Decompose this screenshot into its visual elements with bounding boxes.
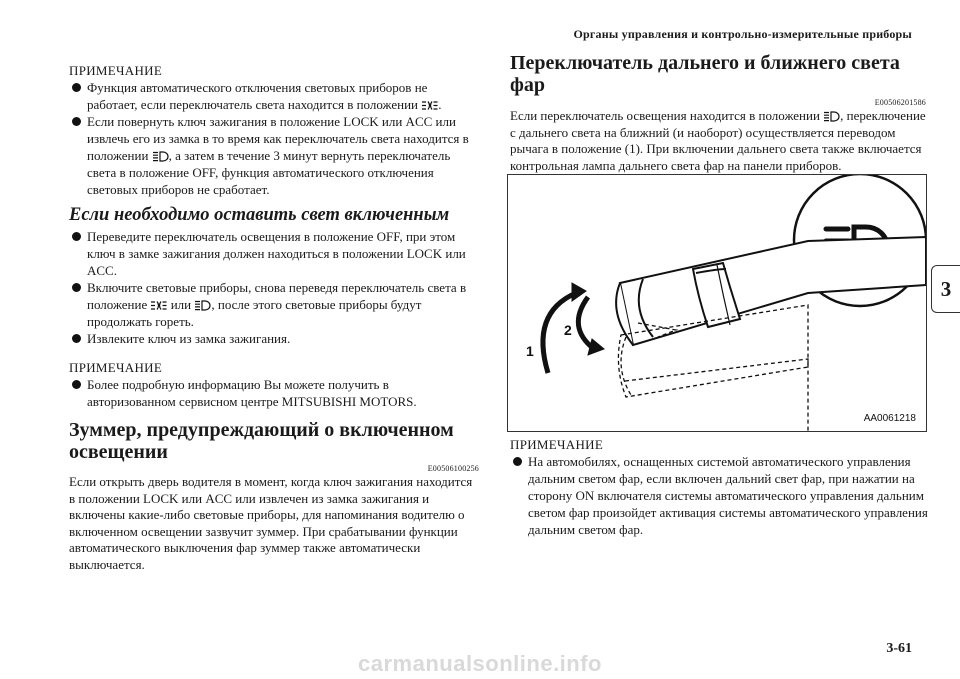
page-number: 3-61 (886, 641, 912, 656)
bullet-icon (72, 334, 81, 343)
note-label: ПРИМЕЧАНИЕ (69, 63, 163, 78)
watermark: carmanualsonline.info (358, 651, 602, 676)
list-item: Включите световые приборы, снова переведя переключатель света в положение или , после этого световые приборы будут продолжать гореть. (69, 279, 479, 330)
bullet-icon (72, 117, 81, 126)
headlights-icon (194, 300, 211, 311)
note-list (510, 453, 930, 538)
position-1-label: 1 (526, 343, 534, 359)
bullet-icon (72, 380, 81, 389)
bullet-icon (72, 83, 81, 92)
list-item: Переведите переключатель освещения в положение OFF, при этом ключ в замке зажигания должен находиться в положении LOCK или ACC. (69, 228, 479, 279)
list-item: На автомобилях, оснащенных системой автоматического управления дальним светом фар, если включен дальний свет фар, при нажатии на сторону ON включателя системы автоматического управления дальним светом фар произойдет активация системы автоматического управления дальним светом фар. (510, 453, 930, 538)
section-code: E00506201586 (874, 98, 926, 107)
chapter-tab: 3 (931, 265, 960, 313)
direction-arrows (543, 283, 604, 373)
parking-lights-icon (421, 100, 438, 111)
note-list (69, 376, 479, 410)
section-heading: Зуммер, предупреждающий о включенном освещении (69, 419, 454, 463)
headlights-icon (823, 111, 840, 122)
note-list (69, 79, 479, 198)
list-item: Если повернуть ключ зажигания в положение LOCK или ACC или извлечь его из замка в то время как переключатель света находится в положении , а затем в течение 3 минут вернуть переключатель света в положение OFF, функция автоматического отключения световых приборов не сработает. (69, 113, 479, 198)
left-column (69, 63, 479, 573)
list-item: Извлеките ключ из замка зажигания. (69, 330, 479, 347)
figure (507, 174, 927, 432)
bullet-icon (72, 232, 81, 241)
section-code: E00506100256 (427, 464, 479, 473)
bullet-icon (72, 283, 81, 292)
list-item: Более подробную информацию Вы можете получить в авторизованном сервисном центре MITSUBISHI MOTORS. (69, 376, 479, 410)
position-2-label: 2 (564, 322, 572, 338)
section-body: Если переключатель освещения находится в положении , переключение с дальнего света на ближний (и наоборот) осуществляется переводом рычага в положение (1). При включении дальнего света также включается контрольная лампа дальнего света фар на панели приборов. (510, 108, 926, 173)
figure-caption: AA0061218 (863, 413, 916, 424)
section-heading: Переключатель дальнего и ближнего света фар (510, 52, 900, 96)
running-head: Органы управления и контрольно-измерительные приборы (573, 27, 912, 41)
lever-illustration (508, 175, 926, 431)
right-note (510, 437, 930, 538)
bullet-icon (513, 457, 522, 466)
note-label: ПРИМЕЧАНИЕ (510, 437, 604, 452)
headlights-icon (152, 151, 169, 162)
steps-list (69, 228, 479, 347)
parking-lights-icon (150, 300, 167, 311)
note-label: ПРИМЕЧАНИЕ (69, 360, 163, 375)
subheading: Если необходимо оставить свет включенным (69, 205, 450, 225)
list-item: Функция автоматического отключения световых приборов не работает, если переключатель света находится в положении . (69, 79, 479, 113)
right-column (510, 52, 926, 174)
section-body: Если открыть дверь водителя в момент, когда ключ зажигания находится в положении LOCK или ACC или извлечен из замка зажигания и включены какие-либо световые приборы, для напоминания водителю о включенном освещении зазвучит зуммер. При срабатывании функции автоматического выключения фар зуммер также автоматически выключается. (69, 474, 473, 572)
